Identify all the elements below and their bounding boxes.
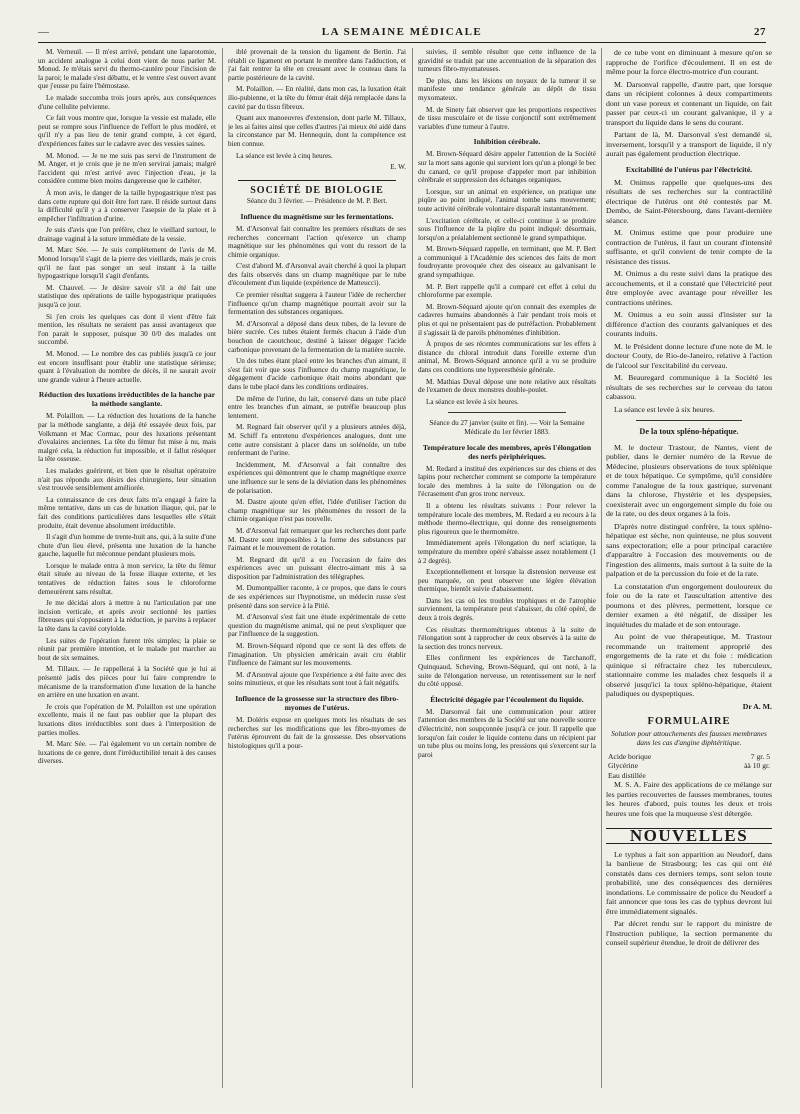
paragraph: Je suis d'avis que l'on préfère, chez le vieillard surtout, le drainage vaginal à la suture immédiate de la vessie. xyxy=(38,226,216,243)
paragraph: Incidemment, M. d'Arsonval a fait connaître des expériences qui démontrent que le champ magnétique exerce une influence sur le sens de la déviation dans les phénomènes de polarisation. xyxy=(228,460,406,495)
article-title: De la toux spléno-hépatique. xyxy=(639,427,739,436)
paragraph: M. Regnard dit qu'il a eu l'occasion de faire des expériences avec un puissant électro-aimant mis à sa disposition par l'administration des télégraphes. xyxy=(228,555,406,581)
paragraph: M. Marc Sée. — Je suis complètement de l'avis de M. Monod lorsqu'il s'agit de la pierre des vieillards, mais je crois qu'il ne faut pas songer un seul instant à la taille hypogastrique lorsqu'il s'agit d'enfants. xyxy=(38,246,216,281)
paragraph: M. Polaillon. — La réduction des luxations de la hanche par la méthode sanglante, a déjà été essayée deux fois, par Volkmann et Mac Cormac, pour des luxations présentant d'ovalaires anciennes. La tête du fémur fut mise à nu, mais malgré cela, la réduction fut impossible, et il fallut réséquer la tête osseuse. xyxy=(38,412,216,464)
ingredient-qty xyxy=(708,771,772,781)
paragraph: M. Monod. — Le nombre des cas publiés jusqu'à ce jour est encore insuffisant pour établir une statistique sérieuse; quant à l'évaluation du nombre de décès, il ne saurait avoir une grande valeur à l'heure actuelle. xyxy=(38,350,216,384)
paragraph: M. Onimus estime que pour produire une contraction de l'utérus, il faut un courant d'intensité suffisante, et qu'il convient de tenir compte de la résistance des tissus. xyxy=(606,228,772,266)
paragraph: M. Brown-Séquard rappelle, en terminant, que M. P. Bert a communiqué à l'Académie des sciences des faits de mort foudroyante provoquée chez des oiseaux au galvanisant le grand sympathique. xyxy=(418,245,596,280)
signature: E. W. xyxy=(390,163,406,172)
paragraph: Si j'en crois les quelques cas dont il vient d'être fait mention, les résultats ne seraient pas aussi avantageux que l'on parait le supposer, puisque 30 0/0 des malades ont succombé. xyxy=(38,312,216,347)
formulaire-title: FORMULAIRE xyxy=(647,716,731,727)
paragraph: De même de l'urine, du lait, conservé dans un tube placé entre les branches d'un aimant, se putréfie beaucoup plus lentement. xyxy=(228,394,406,420)
paragraph: suivies, il semble résulter que cette influence de la gravidité se traduit par une accentuation de la séparation des tumeurs fibro-myomateuses. xyxy=(418,48,596,74)
paragraph: Il s'agit d'un homme de trente-huit ans, qui, à la suite d'une chute d'un lieu élevé, présenta une luxation de la hanche gauche, laquelle fut méconnue pendant plusieurs mois. xyxy=(38,533,216,559)
section-rule xyxy=(238,180,396,181)
paragraph: M. d'Arsonval a déposé dans deux tubes, de la levure de bière sucrée. Ces tubes étaient fermés chacun à l'aide d'un bouchon de caoutchouc, destiné à laisser dégager l'acide carbonique provenant de la fermentation de la matière sucrée. xyxy=(228,319,406,354)
section-heading: Inhibition cérébrale. xyxy=(473,137,541,147)
paragraph: M. Darsonval rappelle, d'autre part, que lorsque dans un récipient colonnes à deux compartiments dont un vase poreux et contenant un liquide, on fait passer par ceux-ci un courant galvanique, il y a transport du liquide dans le sens du courant. xyxy=(606,79,772,127)
paragraph: La constatation d'un engorgement douloureux du foie ou de la rate et l'auscultation attentive des poumons et des plèvres, permettent, lorsque ce dernier examen a été négatif, de dissiper les inquiétudes du malade et de son entourage. xyxy=(606,581,772,629)
paragraph: Le malade succomba trois jours après, aux conséquences d'une cellulite pelvienne. xyxy=(38,93,216,111)
paragraph: Il a obtenu les résultats suivants : Pour relever la température locale des membres, M. Redard a eu recours à la méthode thermo-électrique, qui donne des renseignements plus rigoureux que le thermomètre. xyxy=(418,501,596,536)
paragraph: M. Brown-Séquard ajoute qu'on connait des exemples de cadavres humains abandonnés à l'air pendant trois mois et plus et qui ne présentaient pas de putréfaction. Probablement il s'agissait là de pareils phénomènes d'inhibition. xyxy=(418,302,596,337)
ingredient-qty: 7 gr. 5 xyxy=(750,751,770,761)
paragraph: M. Tillaux. — Je rappellerai à la Société que je lui ai présenté jadis des pièces pour lui faire comprendre le mécanisme de la transformation d'une luxation de la hanche en arrière en une luxation en avant. xyxy=(38,665,216,700)
paragraph: M. Doléris expose en quelques mots les résultats de ses recherches sur les modifications que les fibro-myomes de l'utérus éprouvent du fait de la grossesse. Des observations histologiques qu'il a pour- xyxy=(228,716,406,750)
paragraph: Partant de là, M. Darsonval s'est demandé si, inversement, lorsqu'il y a transport de liquide, il n'y aurait pas également production électrique. xyxy=(606,130,772,158)
paragraph: M. Marc Sée. — J'ai également vu un certain nombre de luxations de ce genre, dont l'irréductibilité tenait à des causes diverses. xyxy=(38,740,216,766)
paragraph: Au point de vue thérapeutique, M. Trastour recommande un traitement approprié des engorgements de la rate et du foie : médication quinique si réfractaire chez les tuberculeux, stationnaire comme les malades chez lesquels il a observé jusqu'ici la toux spléno-hépatique, étaient paludiques ou dyspeptiques. xyxy=(606,632,772,698)
column-1 xyxy=(38,48,216,1088)
column-divider xyxy=(601,48,602,1088)
ingredient-name: Glycérine xyxy=(608,761,638,770)
paragraph: M. d'Arsonval s'est fait une étude expérimentale de cette question du magnétisme animal, qui ne peut s'expliquer que par l'influence de la suggestion. xyxy=(228,613,406,639)
paragraph: M. Dumontpallier raconte, à ce propos, que dans le cours de ses expériences sur l'hypnotisme, un médecin russe s'est présenté dans son service à la Pitié. xyxy=(228,584,406,610)
nouvelles-title: NOUVELLES xyxy=(606,828,772,844)
section-heading: Excitabilité de l'utérus par l'électricité. xyxy=(625,164,753,174)
paragraph: M. Onimus rappelle que quelques-uns des résultats de ses recherches sur la contractilité électrique de l'utérus ont été contestés par M. Dembo, de Saint-Pétersbourg, dans l'avant-dernière séance. xyxy=(606,177,772,225)
running-header xyxy=(38,26,766,43)
column-divider xyxy=(222,48,223,1088)
session-line: Séance du 27 janvier (suite et fin). — Voir la Semaine Médicale du 1er février 1883. xyxy=(429,419,585,436)
column-2 xyxy=(228,48,406,1088)
ingredient-qty: àà 10 gr. xyxy=(744,761,770,770)
paragraph: iblé provenait de la tension du ligament de Bertin. J'ai rétabli ce ligament en portant le membre dans l'adduction, et j'ai fait rentrer la tête en creusant avec le couteau dans la partie postérieure de la cavité. xyxy=(228,48,406,82)
paragraph: Par décret rendu sur le rapport du ministre de l'Instruction publique, la section permanente du conseil supérieur étendue, le droit de délivrer des xyxy=(606,919,772,947)
paragraph: À propos de ses récentes communications sur les effets à distance du chloral introduit dans l'oreille externe d'un animal, M. Brown-Séquard annonce qu'il a vu se produire dans ces conditions une hyperesthésie générale. xyxy=(418,340,596,374)
paragraph: M. de Sinety fait observer que les proportions respectives de tissu musculaire et de tissu conjonctif sont extrêmement variables d'une tumeur à l'autre. xyxy=(418,105,596,131)
paragraph: M. le Président donne lecture d'une note de M. le docteur Couty, de Rio-de-Janeiro, relative à l'action de l'alcool sur l'excitabilité du cerveau. xyxy=(606,341,772,370)
column-divider xyxy=(412,48,413,1088)
paragraph: Ces résultats thermométriques obtenus à la suite de l'élongation sont à rapprocher de ceux observés à la suite de la section des troncs nerveux. xyxy=(418,625,596,651)
paragraph: M. Brown-Séquard désire appeler l'attention de la Société sur la mort sans agonie qui survient lors qu'un a plongé le bec du canard, ce qu'il propose d'appeler mort par inhibition cérébrale et suppression des échanges organiques. xyxy=(418,150,596,185)
paragraph: L'excitation cérébrale, et celle-ci continue à se produire sous l'influence de la piqûre du point indiqué: désormais, lorsqu'on a préalablement sectionné le grand sympathique. xyxy=(418,216,596,242)
paragraph: La séance est levée à six heures. xyxy=(614,404,715,414)
paragraph: M. Onimus a du reste suivi dans la pratique des accouchements, et il a constaté que l'électricité peut être employée avec avantage pour réveiller les contractions utérines. xyxy=(606,269,772,307)
formula-subtitle: Solution pour attouchements des fausses membranes dans les cas d'angine diphtéritique. xyxy=(611,728,767,747)
paragraph: M. le docteur Trastour, de Nantes, vient de publier, dans le dernier numéro de la Revue de Médecine, plusieurs observations de toux splénique et de toux hépatique. Ce symptôme, qu'il considère comme l'analogue de la toux gastrique, survenant dans la chlorose, l'hystérie et les dyspepsies, coexisterait avec un engorgement simple du foie ou de la rate, ou des deux organes à la fois. xyxy=(606,442,772,518)
paragraph: Exceptionnellement et lorsque la distension nerveuse est peu marquée, on peut observer une légère élévation thermique, bientôt suivie d'abaissement. xyxy=(418,568,596,594)
column-4 xyxy=(606,48,772,1088)
paragraph: Immédiatement après l'élongation du nerf sciatique, la température du membre opéré s'abaisse assez notablement (1 à 2 degrés). xyxy=(418,539,596,565)
paragraph: La séance est levée à six heures. xyxy=(426,397,519,406)
paragraph: Je me décidai alors à mettre à nu l'articulation par une incision verticale, et après avoir sectionné les parties fibreuses qui s'opposaient à la réduction, je parvins à replacer la tête dans la cavité cotyloïde. xyxy=(38,599,216,634)
paragraph: M. Verneuil. — Il m'est arrivé, pendant une laparotomie, un accident analogue à celui dont vient de nous parler M. Monod. Je m'étais servi du thermo-cautère pour l'incision de la paroi; le malade s'est débattu, et le ventre s'est ouvert avant que j'eusse pu faire l'hémostase. xyxy=(38,48,216,91)
column-3 xyxy=(418,48,596,1088)
ingredient-name: Eau distillée xyxy=(608,770,646,780)
formula-row xyxy=(606,771,772,781)
section-heading: Électricité dégagée par l'écoulement du liquide. xyxy=(430,694,584,704)
section-heading: Influence de la grossesse sur la structure des fibro-myomes de l'utérus. xyxy=(235,694,399,712)
paragraph: Les suites de l'opération furent très simples; la plaie se réunit par première intention, et le malade put marcher au bout de six semaines. xyxy=(38,636,216,662)
formula-table xyxy=(606,752,772,781)
society-title: SOCIÉTÉ DE BIOLOGIE xyxy=(250,184,384,196)
paragraph: M. Beauregard communique à la Société les résultats de ses recherches sur le cerveau du tatou cabassou. xyxy=(606,373,772,401)
section-rule xyxy=(636,420,742,421)
paragraph: M. d'Arsonval fait remarquer que les recherches dont parle M. Dastre sont impossibles à la forme des substances par l'aimant et le mouvement de rotation. xyxy=(228,526,406,553)
paragraph: Les malades guérirent, et bien que le résultat opératoire n'ait pas répondu aux désirs des chirurgiens, leur situation s'est trouvée sensiblement améliorée. xyxy=(38,466,216,493)
section-rule xyxy=(448,412,566,413)
paragraph: M. Brown-Séquard répond que ce sont là des effets de l'imagination. Un physicien américain avait cru établir l'influence de l'aimant sur les mouvements. xyxy=(228,642,406,668)
formula-row xyxy=(606,761,772,771)
paragraph: D'après notre distingué confrère, la toux spléno-hépatique est sèche, non quinteuse, ne plus souvent sans expectoration; elle a pour principal caractère d'apparaître à l'occasion des mouvements ou de l'ingestion des aliments, mais surtout à la suite de la palpation et de la percussion du foie et de la rate. xyxy=(606,521,772,578)
journal-title: LA SEMAINE MÉDICALE xyxy=(321,26,483,38)
formula-row xyxy=(606,752,772,762)
paragraph: M. Polaillon. — En réalité, dans mon cas, la luxation était ilio-pubienne, et la tête du fémur était déjà remplacée dans la cavité par du tissu fibreux. xyxy=(228,85,406,111)
page-number: 27 xyxy=(754,26,766,38)
paragraph: de ce tube vont en diminuant à mesure qu'on se rapproche de l'orifice d'écoulement. Il en est de même pour la force électro-motrice d'un courant. xyxy=(606,48,772,76)
header-left-mark: — xyxy=(38,26,50,38)
paragraph: Quant aux manoeuvres d'extension, dont parle M. Tillaux, je les ai faites ainsi que celles d'autres j'ai mieux été aidé dans la circonstance par M. Hennequin, dont la compétence est bien connue. xyxy=(228,114,406,148)
paragraph: Je crois que l'opération de M. Polaillon est une opération excellente, mais il ne faut pas oublier que la plupart des luxations dites irréductibles sont dues à l'interposition de parties molles. xyxy=(38,702,216,737)
paragraph: M. Dastre ajoute qu'en effet, l'idée d'utiliser l'action du champ magnétique sur les phénomènes du ressort de la chimie organique n'est pas nouvelle. xyxy=(228,498,406,524)
paragraph: M. Redard a institué des expériences sur des chiens et des lapins pour rechercher comment se comporte la température locale des membres à la suite de l'élongation ou de l'écrasement d'un gros tronc nerveux. xyxy=(418,464,596,499)
paragraph: M. Monod. — Je ne me suis pas servi de l'instrument de M. Anger, et je crois que je ne m'en servirai jamais; malgré l'accident qui m'est arrivé avec l'injection d'eau, je la considère comme bien moins dangereuse que le cathéter. xyxy=(38,151,216,186)
paragraph: La connaissance de ces deux faits m'a engagé à faire la même tentative, dans un cas de luxation iliaque, qui, par le fait des conditions particulières dans lesquelles elle s'était produite, était devenue absolument irréductible. xyxy=(38,495,216,530)
paragraph: Lorsque, sur un animal en expérience, on pratique une piqûre au point indiqué, l'animal tombe sans mouvement; toute activité cérébrale volontaire disparaît instantanément. xyxy=(418,187,596,213)
paragraph: M. Onimus a eu soin aussi d'insister sur la différence d'action des courants galvaniques et des courants induits. xyxy=(606,310,772,338)
paragraph: Le typhus a fait son apparition au Neudorf, dans la banlieue de Strasbourg; les cas qui ont été constatés dans ces derniers temps, sont selon toute probabilité, une des conséquences des dernières inondations. Le commissaire de police du Neudorf a fait annoncer que tous les cas de typhus devront lui être immédiatement signalés. xyxy=(606,849,772,916)
paragraph: M. Mathias Duval dépose une note relative aux résultats de l'examen de deux monstres double-poulet. xyxy=(418,377,596,395)
paragraph: Un des tubes étant placé entre les branches d'un aimant, il s'est fait voir que sous l'influence du champ magnétique, le dégagement d'acide carbonique était moins abondant que dans le tube placé dans les conditions ordinaires. xyxy=(228,357,406,391)
paragraph: Elles confirment les expériences de Tarchanoff, Quinquaud, Scheving, Brown-Séquard, qui ont noté, à la suite de l'élongation nerveuse, un retentissement sur le nerf du côté opposé. xyxy=(418,654,596,689)
section-heading: Influence du magnétisme sur les fermentations. xyxy=(240,211,394,221)
ingredient-name: Acide borique xyxy=(608,751,652,761)
signature: Dr A. M. xyxy=(742,701,772,711)
paragraph: La séance est levée à cinq heures. xyxy=(236,151,333,160)
paragraph: Ce fait vous montre que, lorsque la vessie est malade, elle peut se rompre sous l'influence de l'effort le plus modéré, et qu'il n'y a pas lieu de tenir grand compte, à cet égard, d'expériences faites sur le cadavre avec des vessies saines. xyxy=(38,114,216,148)
paragraph: M. Chauvel. — Je désire savoir s'il a été fait une statistique des opérations de taille hypogastrique pratiquées jusqu'à ce jour. xyxy=(38,283,216,310)
paragraph: Ce premier résultat suggera à l'auteur l'idée de rechercher l'influence qu'un champ magnétique pourrait avoir sur la fermentation des substances organiques. xyxy=(228,291,406,317)
paragraph: Lorsque le malade entra à mon service, la tête du fémur était située au niveau de la fosse iliaque externe, et les tentatives de réduction faites sous le chloroforme demeurèrent sans résultat. xyxy=(38,561,216,596)
paragraph: M. P. Bert rappelle qu'il a comparé cet effet à celui du chloroforme par exemple. xyxy=(418,282,596,300)
section-heading: Réduction des luxations irréductibles de la hanche par la méthode sanglante. xyxy=(38,390,216,409)
session-line: Séance du 3 février. — Présidence de M. P. Bert. xyxy=(246,197,388,206)
paragraph: M. Darsonval fait une communication pour attirer l'attention des membres de la Société sur une nouvelle source d'électricité, non soupçonnée jusqu'à ce jour. Il rappelle que lorsqu'on fait couler le liquide contenu dans un récipient par un tube plus ou moins long, les pressions qui s'exercent sur la paroi xyxy=(418,707,596,759)
paragraph: À mon avis, le danger de la taille hypogastrique n'est pas dans cette rupture qui doit être fort rare. Il réside surtout dans la difficulté qu'il y a à conserver l'asepsie de la plaie et à empêcher l'infiltration d'urine. xyxy=(38,188,216,223)
paragraph: M. Regnard fait observer qu'il y a plusieurs années déjà, M. Schiff l'a entretenu d'expériences analogues, dont une cette autre consistant à placer dans un solénoïde, un tube renfermant de l'urine. xyxy=(228,423,406,458)
paragraph: Dans les cas où les troubles trophiques et de l'atrophie surviennent, la température peut s'abaisser, du côté opéré, de deux à trois degrés. xyxy=(418,596,596,623)
paragraph: M. d'Arsonval fait connaître les premiers résultats de ses recherches concernant l'action qu'exerce un champ magnétique sur les phénomènes qui vont du ressort de la chimie organique. xyxy=(228,224,406,259)
paragraph: M. S. A. Faire des applications de ce mélange sur les parties recouvertes de fausses membranes, toutes les heures d'abord, puis toutes les deux et trois heures une fois que la muqueuse s'est détergée. xyxy=(606,780,772,818)
paragraph: C'est d'abord M. d'Arsonval avait cherché à quoi la plupart des faits observés dans un champ magnétique par le tube d'écoulement d'un liquide (expérience de Matteucci). xyxy=(228,262,406,288)
paragraph: M. d'Arsonval ajoute que l'expérience a été faite avec des soins minutieux, et que les résultats sont tout à fait négatifs. xyxy=(228,670,406,688)
section-heading: Température locale des membres, après l'élongation des nerfs périphériques. xyxy=(422,442,592,461)
paragraph: De plus, dans les lésions on noyaux de la tumeur il se manifeste une tendance générale au dépôt de tissu myxomateux. xyxy=(418,76,596,102)
